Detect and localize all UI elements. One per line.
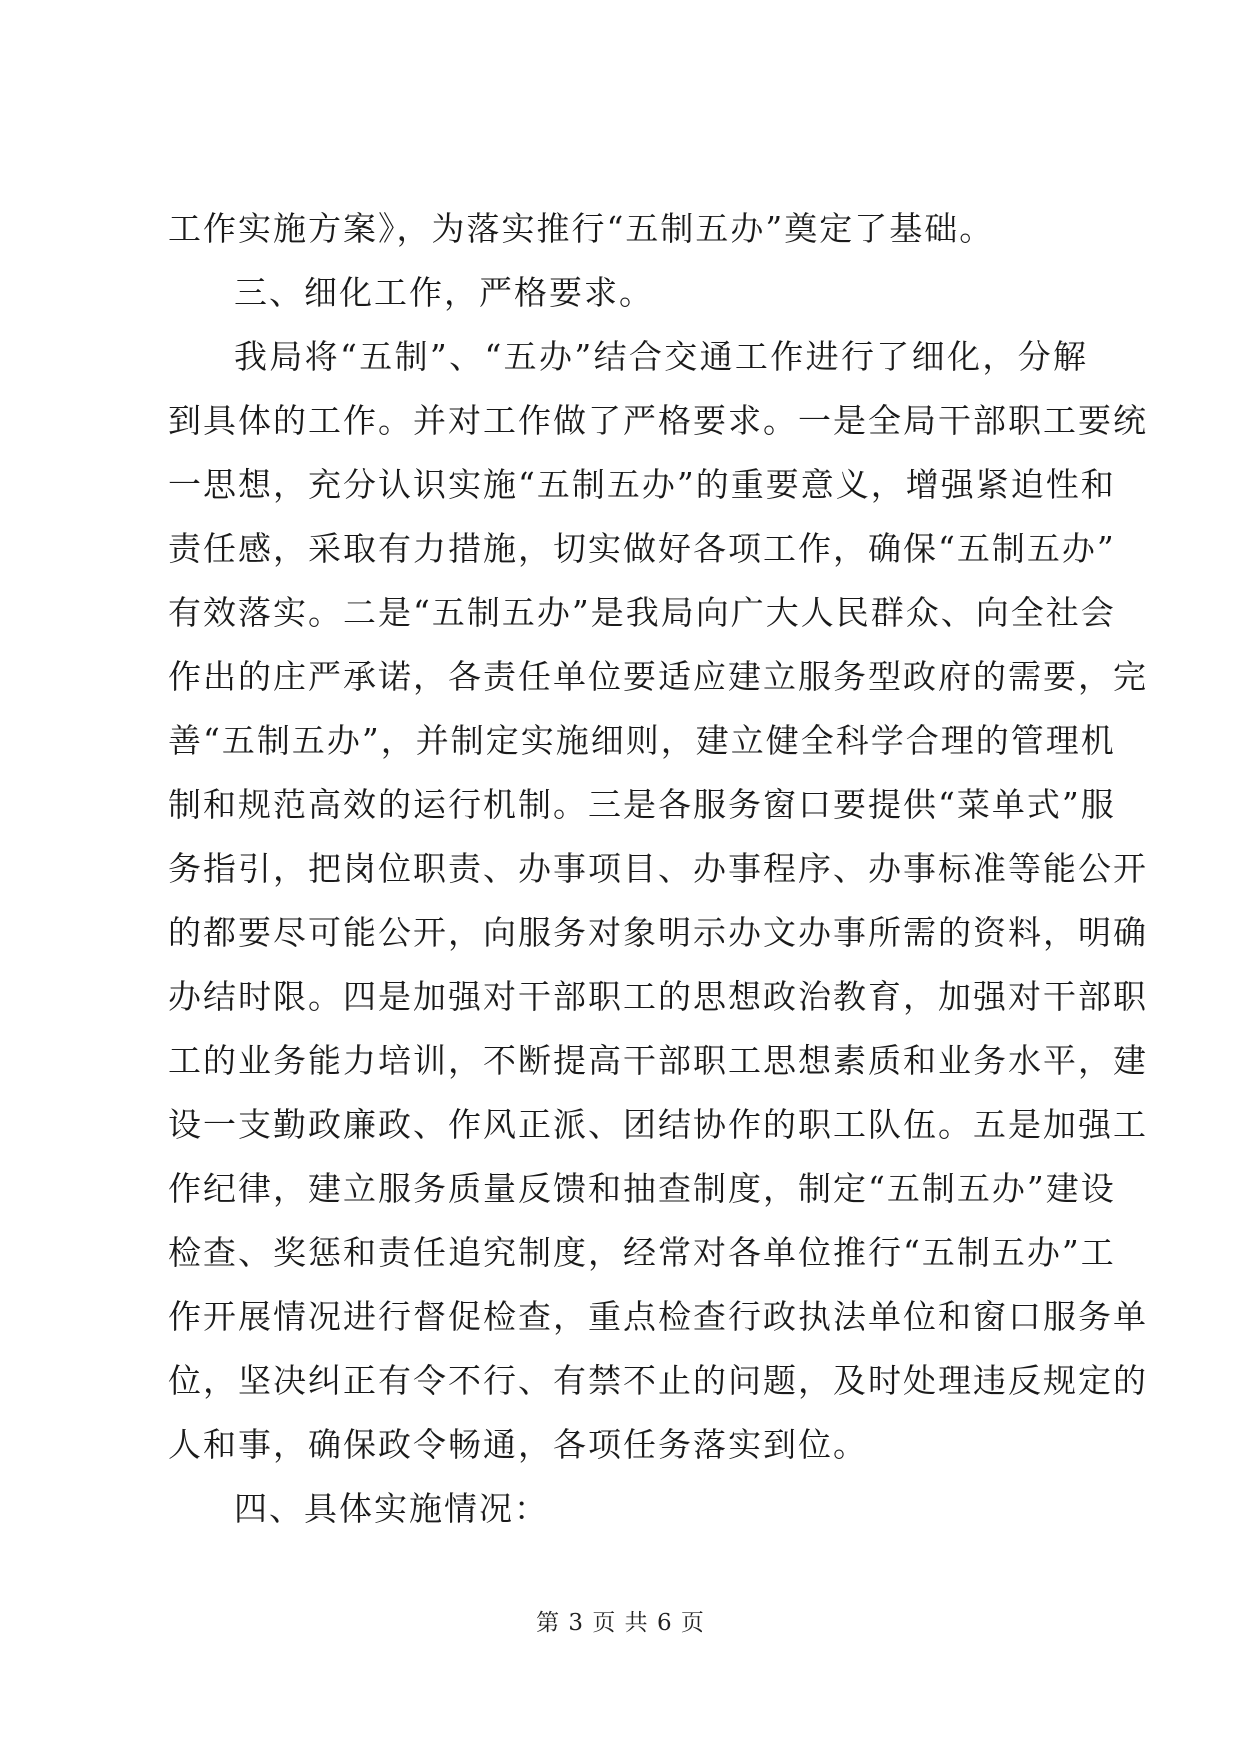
text-line: 作出的庄严承诺，各责任单位要适应建立服务型政府的需要，完	[168, 657, 1148, 696]
text-line: 人和事，确保政令畅通，各项任务落实到位。	[168, 1425, 868, 1464]
text-line: 我局将“五制”、“五办”结合交通工作进行了细化，分解	[234, 337, 1088, 376]
text-line: 务指引，把岗位职责、办事项目、办事程序、办事标准等能公开	[168, 849, 1148, 888]
text-line: 工作实施方案》，为落实推行“五制五办”奠定了基础。	[168, 209, 995, 248]
text-line: 一思想，充分认识实施“五制五办”的重要意义，增强紧迫性和	[168, 465, 1116, 504]
text-line: 制和规范高效的运行机制。三是各服务窗口要提供“菜单式”服	[168, 785, 1116, 824]
page-footer: 第 3 页 共 6 页	[536, 1610, 705, 1636]
text-line: 办结时限。四是加强对干部职工的思想政治教育，加强对干部职	[168, 977, 1148, 1016]
text-line: 四、具体实施情况：	[234, 1489, 549, 1528]
text-line: 作纪律，建立服务质量反馈和抽查制度，制定“五制五办”建设	[168, 1169, 1116, 1208]
text-line: 检查、奖惩和责任追究制度，经常对各单位推行“五制五办”工	[168, 1233, 1116, 1272]
document-body	[168, 197, 1148, 1541]
text-line: 责任感，采取有力措施，切实做好各项工作，确保“五制五办”	[168, 529, 1116, 568]
text-line: 设一支勤政廉政、作风正派、团结协作的职工队伍。五是加强工	[168, 1105, 1148, 1144]
text-line: 工的业务能力培训，不断提高干部职工思想素质和业务水平，建	[168, 1041, 1148, 1080]
text-line: 善“五制五办”，并制定实施细则，建立健全科学合理的管理机	[168, 721, 1116, 760]
text-line: 到具体的工作。并对工作做了严格要求。一是全局干部职工要统	[168, 401, 1148, 440]
text-line: 三、细化工作，严格要求。	[234, 273, 654, 312]
text-line: 的都要尽可能公开，向服务对象明示办文办事所需的资料，明确	[168, 913, 1148, 952]
text-line: 有效落实。二是“五制五办”是我局向广大人民群众、向全社会	[168, 593, 1116, 632]
text-line: 位，坚决纠正有令不行、有禁不止的问题，及时处理违反规定的	[168, 1361, 1148, 1400]
text-line: 作开展情况进行督促检查，重点检查行政执法单位和窗口服务单	[168, 1297, 1148, 1336]
